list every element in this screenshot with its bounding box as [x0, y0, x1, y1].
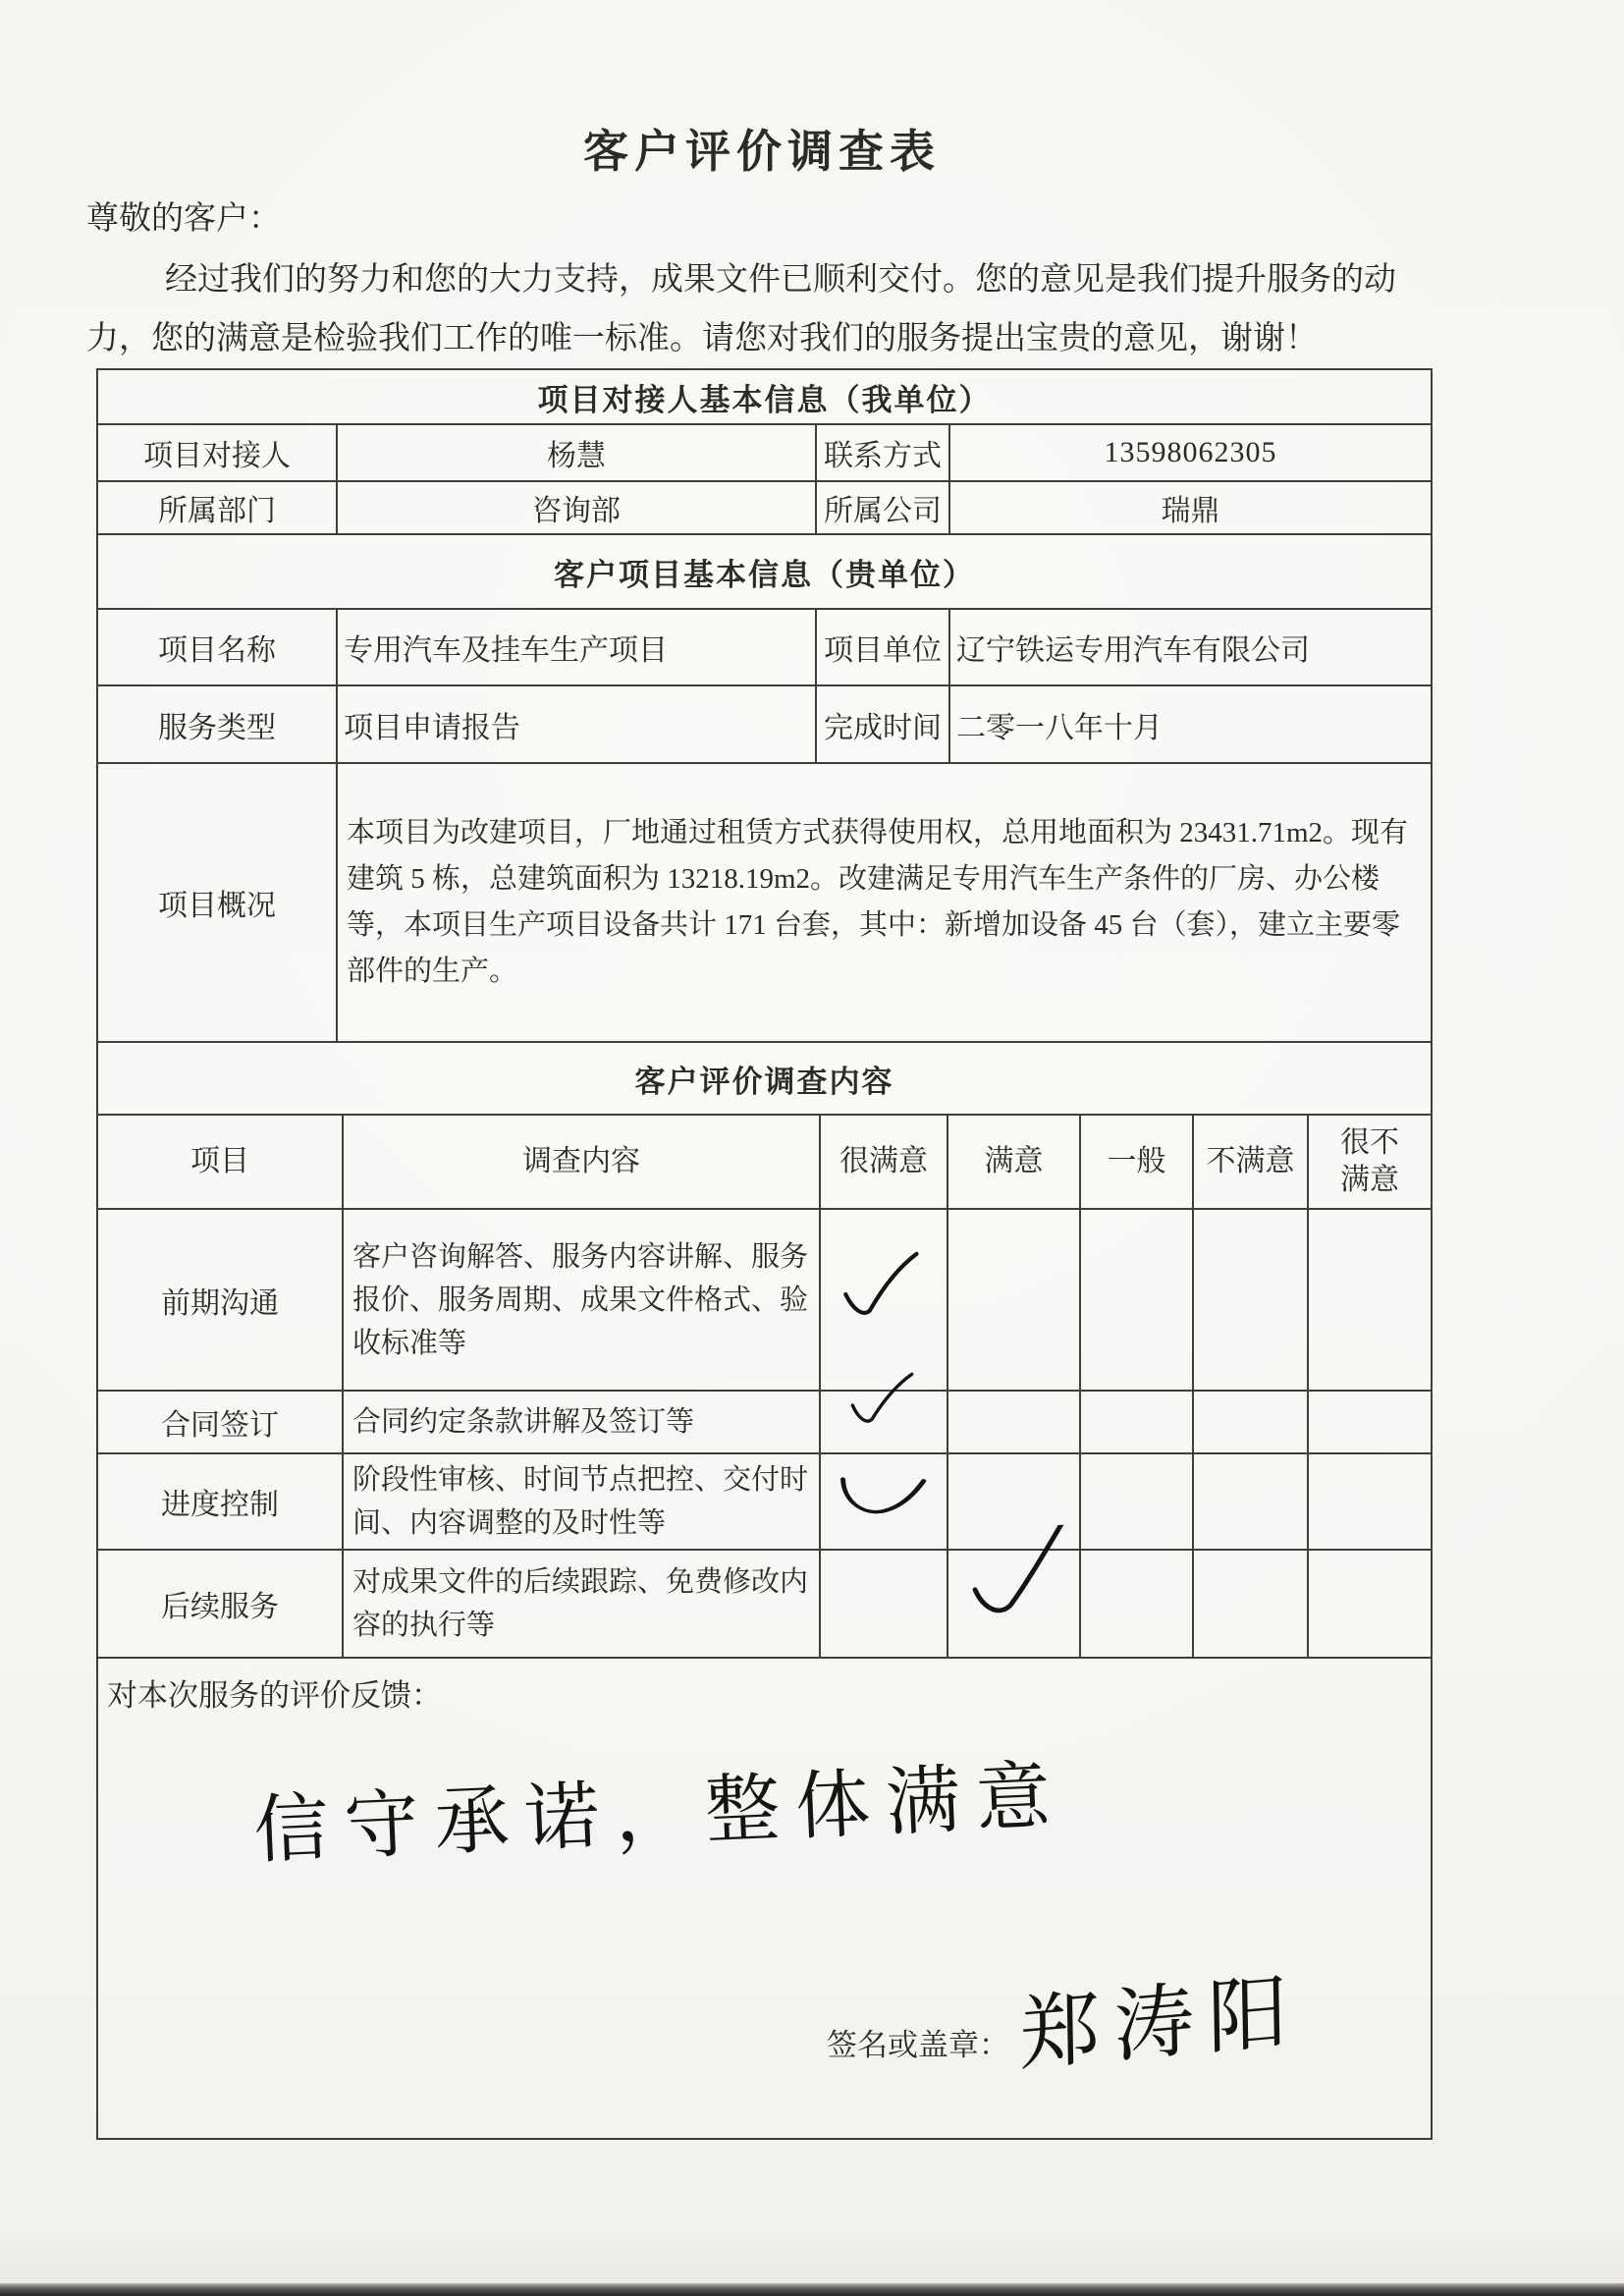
rating-cell-very-dissatisfied: [1307, 1210, 1431, 1390]
handwritten-signature: 郑涛阳: [1018, 1966, 1303, 2081]
intro-line-1: 经过我们的努力和您的大力支持，成果文件已顺利交付。您的意见是我们提升服务的动: [165, 262, 1396, 298]
survey-content-text: 客户咨询解答、服务内容讲解、服务报价、服务周期、成果文件格式、验收标准等: [342, 1210, 819, 1390]
scan-bottom-edge: [0, 2283, 1624, 2296]
rating-cell-satisfied: [947, 1392, 1079, 1452]
row-value: 二零一八年十月: [948, 686, 1431, 762]
row-value: 杨慧: [336, 425, 815, 480]
rating-cell-dissatisfied: [1192, 1551, 1307, 1657]
row-value: 瑞鼎: [948, 482, 1431, 533]
row-label: 所属公司: [815, 482, 948, 533]
section-header-survey-text: 客户评价调查内容: [634, 1064, 894, 1099]
survey-content-text: 阶段性审核、时间节点把控、交付时间、内容调整的及时性等: [342, 1454, 819, 1549]
row-label: 项目概况: [158, 890, 276, 922]
column-header-very-satisfied: 很满意: [819, 1116, 947, 1208]
section-header-survey: [98, 1041, 1431, 1114]
rating-cell-very-satisfied: [819, 1210, 947, 1390]
checkmark-icon: [827, 1452, 949, 1546]
column-header-satisfied: 满意: [947, 1116, 1079, 1208]
table-row-contact-person: [98, 423, 1431, 480]
section-header-contact-info: [98, 370, 1431, 423]
rating-cell-very-satisfied: [819, 1551, 947, 1657]
survey-form-table: [96, 368, 1433, 2140]
column-header-dissatisfied: 不满意: [1192, 1116, 1307, 1208]
row-label: 服务类型: [158, 711, 276, 744]
section-header-contact-text: 项目对接人基本信息（我单位）: [537, 382, 992, 417]
section-header-project-info: [98, 533, 1431, 608]
checkmark-icon: [837, 1248, 930, 1341]
row-label: 项目单位: [815, 610, 948, 684]
project-overview-text: 本项目为改建项目，厂地通过租赁方式获得使用权，总用地面积为 23431.71m2。现有建筑 5 栋，总建筑面积为 13218.19m2。改建满足专用汽车生产条件的厂房、办公楼等，本项目生产项目设备共计 171 台套，其中：新增加设备 45 台（套），建立主要零部件的生产。: [336, 764, 1431, 1041]
handwritten-feedback: 信守承诺，整体满意: [251, 1754, 1068, 1874]
column-header-item: 项目: [190, 1145, 249, 1177]
row-label: 项目对接人: [143, 440, 291, 472]
feedback-label: 对本次服务的评价反馈：: [107, 1678, 442, 1713]
survey-row-follow-up-service: [98, 1549, 1431, 1657]
table-row-project-overview: [98, 762, 1431, 1041]
rating-cell-neutral: [1079, 1454, 1192, 1549]
survey-row-contract-signing: [98, 1390, 1431, 1452]
rating-cell-neutral: [1079, 1551, 1192, 1657]
rating-cell-dissatisfied: [1192, 1392, 1307, 1452]
rating-cell-neutral: [1079, 1392, 1192, 1452]
rating-cell-dissatisfied: [1192, 1210, 1307, 1390]
rating-cell-very-satisfied: [819, 1392, 947, 1452]
survey-item-label: 后续服务: [161, 1591, 279, 1623]
column-header-content: 调查内容: [342, 1116, 819, 1208]
rating-cell-very-dissatisfied: [1307, 1551, 1431, 1657]
survey-item-label: 合同签订: [161, 1409, 279, 1442]
row-label: 完成时间: [815, 686, 948, 762]
table-row-project-name: [98, 608, 1431, 684]
row-label: 所属部门: [158, 495, 276, 527]
column-header-neutral: 一般: [1079, 1116, 1192, 1208]
intro-line-2: 力，您的满意是检验我们工作的唯一标准。请您对我们的服务提出宝贵的意见，谢谢！: [86, 321, 1318, 356]
row-value-phone: 13598062305: [948, 425, 1431, 480]
row-label: 联系方式: [815, 425, 948, 480]
section-header-project-text: 客户项目基本信息（贵单位）: [554, 557, 975, 592]
survey-item-label: 前期沟通: [161, 1286, 279, 1320]
signature-line: [827, 1966, 1303, 2100]
survey-content-text: 对成果文件的后续跟踪、免费修改内容的执行等: [342, 1551, 819, 1657]
column-header-very-dissatisfied: 很不满意: [1307, 1116, 1431, 1208]
survey-content-text: 合同约定条款讲解及签订等: [342, 1392, 819, 1452]
survey-header-row: [98, 1114, 1431, 1208]
rating-cell-satisfied: [947, 1210, 1079, 1390]
feedback-area: [98, 1657, 1431, 2138]
rating-cell-very-satisfied: [819, 1454, 947, 1549]
row-value: 咨询部: [336, 482, 815, 533]
row-value: 项目申请报告: [336, 686, 815, 762]
table-row-service-type: [98, 684, 1431, 762]
rating-cell-satisfied: [947, 1454, 1079, 1549]
page-title: 客户评价调查表: [583, 127, 941, 177]
survey-row-early-communication: [98, 1208, 1431, 1390]
row-value: 辽宁铁运专用汽车有限公司: [948, 610, 1431, 684]
signature-label: 签名或盖章：: [827, 2028, 1009, 2062]
table-row-department: [98, 480, 1431, 533]
salutation: 尊敬的客户：: [86, 201, 281, 237]
rating-cell-very-dissatisfied: [1307, 1454, 1431, 1549]
row-label: 项目名称: [158, 634, 276, 667]
survey-row-progress-control: [98, 1452, 1431, 1549]
rating-cell-neutral: [1079, 1210, 1192, 1390]
rating-cell-very-dissatisfied: [1307, 1392, 1431, 1452]
rating-cell-satisfied: [947, 1551, 1079, 1657]
row-value: 专用汽车及挂车生产项目: [336, 610, 815, 684]
survey-item-label: 进度控制: [161, 1489, 279, 1521]
rating-cell-dissatisfied: [1192, 1454, 1307, 1549]
